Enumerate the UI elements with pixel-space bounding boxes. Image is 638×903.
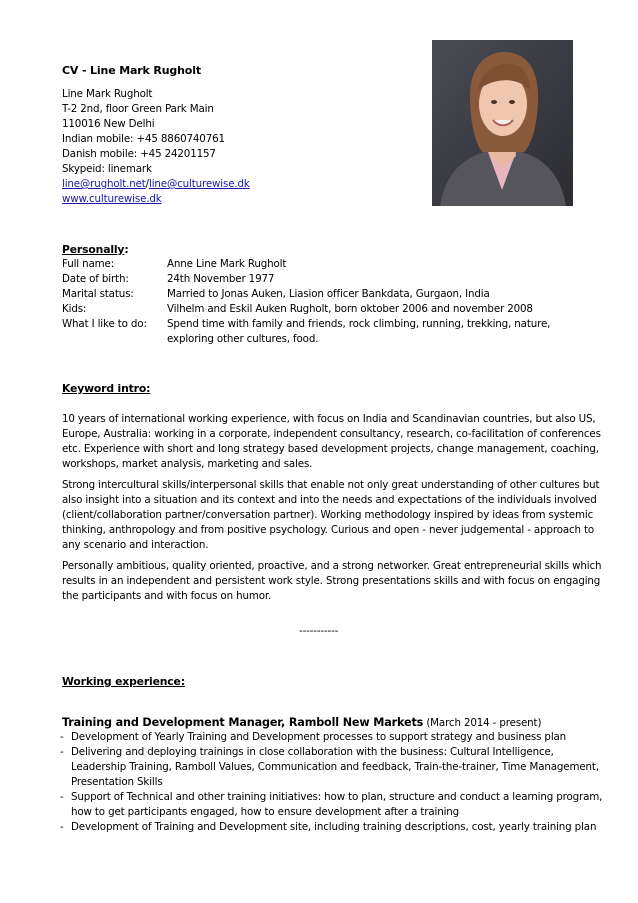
label-hobbies: What I like to do: [62, 318, 147, 330]
intro-p1-line-3: etc. Experience with short and long strategy based development projects, change management, coaching, [62, 443, 599, 455]
bullet-marker: - [60, 731, 64, 743]
intro-p3-line-1: Personally ambitious, quality oriented, proactive, and a strong networker. Great entrepreneurial skills which [62, 560, 602, 572]
intro-p1-line-4: workshops, market analysis, marketing and sales. [62, 458, 313, 470]
duty-line-5: Support of Technical and other training initiatives: how to plan, structure and conduct a learning program, [71, 791, 603, 803]
bullet-marker: - [60, 791, 64, 803]
contact-name: Line Mark Rugholt [62, 88, 153, 100]
job-header [62, 716, 541, 730]
intro-p1-line-2: Europe, Australia: working in a corporate, independent consultancy, research, co-facilitation of conferences [62, 428, 601, 440]
intro-p2-line-2: also insight into a situation and its context and into the needs and expectations of the individuals involved [62, 494, 597, 506]
value-kids: Vilhelm and Eskil Auken Rugholt, born oktober 2006 and november 2008 [167, 303, 533, 315]
duty-line-3: Leadership Training, Ramboll Values, Communication and feedback, Train-the-trainer, Time Management, [71, 761, 599, 773]
portrait-image [432, 40, 573, 206]
label-date-of-birth: Date of birth: [62, 273, 129, 285]
personally-heading: Personally: [62, 243, 129, 256]
intro-p2-line-1: Strong intercultural skills/interpersonal skills that enable not only great understanding of other cultures but [62, 479, 600, 491]
value-full-name: Anne Line Mark Rugholt [167, 258, 287, 270]
skype-id: Skypeid: linemark [62, 163, 152, 175]
address-line-1: T-2 2nd, floor Green Park Main [62, 103, 214, 115]
keyword-heading: Keyword intro: [62, 382, 151, 395]
cv-title: CV - Line Mark Rugholt [62, 64, 201, 77]
indian-mobile: Indian mobile: +45 8860740761 [62, 133, 225, 145]
label-marital-status: Marital status: [62, 288, 134, 300]
duty-line-1: Development of Yearly Training and Development processes to support strategy and business plan [71, 731, 567, 743]
section-divider: ----------- [299, 625, 339, 637]
value-hobbies-cont: exploring other cultures, food. [167, 333, 319, 345]
intro-p2-line-5: any scenario and interaction. [62, 539, 209, 551]
profile-photo [432, 40, 573, 206]
value-date-of-birth: 24th November 1977 [167, 273, 275, 285]
label-kids: Kids: [62, 303, 87, 315]
job-period: (March 2014 - present) [426, 717, 542, 729]
address-line-2: 110016 New Delhi [62, 118, 155, 130]
website-link[interactable]: www.culturewise.dk [62, 193, 162, 205]
intro-p3-line-2: results in an independent and persistent work style. Strong presentations skills and with focus on engaging [62, 575, 601, 587]
bullet-marker: - [60, 821, 64, 833]
experience-heading: Working experience: [62, 675, 185, 688]
intro-p3-line-3: the participants and with focus on humor. [62, 590, 272, 602]
duty-line-4: Presentation Skills [71, 776, 163, 788]
intro-p2-line-4: thinking, anthropology and from positive psychology. Curious and open - never judgemental - approach to [62, 524, 595, 536]
duty-line-2: Delivering and deploying trainings in close collaboration with the business: Cultural Intelligence, [71, 746, 554, 758]
email-separator: / [145, 178, 149, 190]
email-link-2[interactable]: line@culturewise.dk [149, 178, 250, 190]
duty-line-6: how to get participants engaged, how to ensure development after a training [71, 806, 460, 818]
label-full-name: Full name: [62, 258, 115, 270]
job-title: Training and Development Manager, Ramboll New Markets [62, 716, 424, 729]
bullet-marker: - [60, 746, 64, 758]
duty-line-7: Development of Training and Development site, including training descriptions, cost, yearly training plan [71, 821, 597, 833]
value-marital-status: Married to Jonas Auken, Liasion officer Bankdata, Gurgaon, India [167, 288, 490, 300]
value-hobbies: Spend time with family and friends, rock climbing, running, trekking, nature, [167, 318, 551, 330]
danish-mobile: Danish mobile: +45 24201157 [62, 148, 216, 160]
email-line [62, 178, 250, 191]
intro-p1-line-1: 10 years of international working experience, with focus on India and Scandinavian countries, but also US, [62, 413, 596, 425]
intro-p2-line-3: (client/collaboration partner/conversation partner). Working methodology inspired by ideas from systemic [62, 509, 594, 521]
email-link-1[interactable]: line@rugholt.net [62, 178, 146, 190]
